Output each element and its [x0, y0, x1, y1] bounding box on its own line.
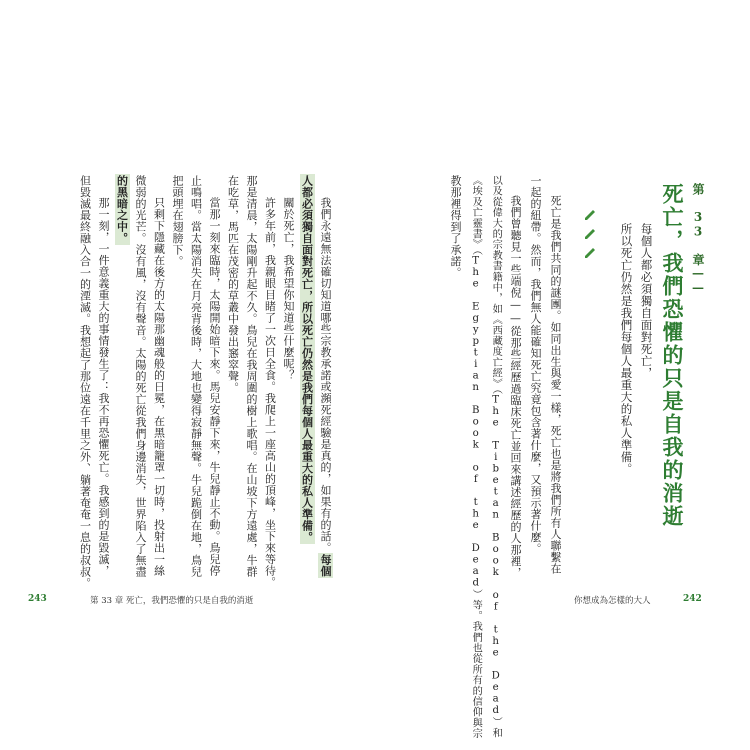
- body-column: 許多年前，我親眼目睹了一次日全食。我爬上一座高山的頂峰，坐下來等待。: [263, 197, 277, 588]
- body-column: 只剩下隱藏在後方的太陽那幽魂般的日冕，在黑暗籠罩一切時，投射出一絲: [152, 197, 166, 577]
- body-column: 以及從偉大的宗教書籍中，如《西藏度亡經》（The Tibetan Book of the Dead）和: [490, 175, 502, 738]
- running-footer-left: 第 33 章 死亡，我們恐懼的只是自我的消逝: [90, 596, 254, 606]
- epigraph-line-1: 每個人都必須獨自面對死亡，: [639, 223, 654, 379]
- page-number-left: 243: [28, 594, 47, 604]
- body-column: 那一刻，一件意義重大的事情發生了：我不再恐懼死亡。我感到的是毀滅，: [97, 197, 110, 577]
- body-column: 止鳴唱。當太陽消失在月亮背後時，大地也變得寂靜無聲。牛兒跪倒在地，鳥兒: [189, 175, 203, 578]
- body-column: 《埃及亡靈書》（The Egyptian Book of the Dead）等。我們也從所有的信仰與宗: [470, 175, 482, 739]
- body-column: [117, 175, 128, 244]
- pencil-icon: [583, 208, 597, 222]
- body-column: 當那一刻來臨時，太陽開始暗下來。馬兒安靜下來，牛兒靜止不動。鳥兒停: [208, 197, 221, 577]
- body-column: 關於死亡，我希望你知道些什麼呢？: [282, 197, 295, 381]
- highlighted-text: 每個: [319, 553, 332, 577]
- body-column: 我們永遠無法確切知道哪些宗教承諾或瀕死經驗是真的，如果有的話。每個: [319, 197, 332, 577]
- body-column: 但毀滅最終融入合一的湮滅。我想起了那位遠在千里之外、躺著奄奄一息的叔叔。: [78, 175, 92, 589]
- highlighted-text: 人都必須獨自面對死亡，所以死亡仍然是我們每個人最重大的私人準備。: [300, 175, 314, 543]
- body-column: 我們曾聽見一些端倪——從那些經歷過臨床死亡並回來講述經歷的人那裡，: [509, 195, 522, 579]
- body-column: 一起的紐帶。然而，我們無人能確知死亡究竟包含著什麼，又預示著什麼。: [529, 175, 542, 555]
- chapter-label: 第 33 章——: [691, 183, 705, 295]
- body-column: 微弱的光芒。沒有風，沒有聲音。太陽的死亡從我們身邊消失，世界陷入了無盡: [134, 175, 147, 578]
- running-footer-right: 你想成為怎樣的大人: [574, 596, 651, 606]
- pencil-icon: [583, 227, 597, 241]
- epigraph-line-2: 所以死亡仍然是我們每個人最重大的私人準備。: [619, 223, 634, 475]
- body-column: [302, 175, 313, 543]
- body-column: 把頭埋在翅膀下。: [171, 175, 184, 267]
- chapter-title: 死亡，我們恐懼的只是自我的消逝: [660, 183, 685, 528]
- highlighted-text: 的黑暗之中。: [115, 175, 129, 244]
- pencil-icon: [583, 246, 597, 260]
- body-column: 那是清晨，太陽剛升起不久。鳥兒在我周圍的樹上歌唱。在山坡下方遠處，牛群: [245, 175, 258, 578]
- body-column: 在吃草，馬匹在茂密的草叢中發出窸窣聲。: [226, 175, 240, 394]
- body-column: 教那裡得到了承諾。: [449, 175, 462, 279]
- book-spread: [30, 175, 720, 739]
- body-column: 死亡是我們共同的謎團。如同出生與愛一樣，死亡也是將我們所有人聯繫在: [549, 195, 562, 575]
- page-number-right: 242: [683, 594, 702, 604]
